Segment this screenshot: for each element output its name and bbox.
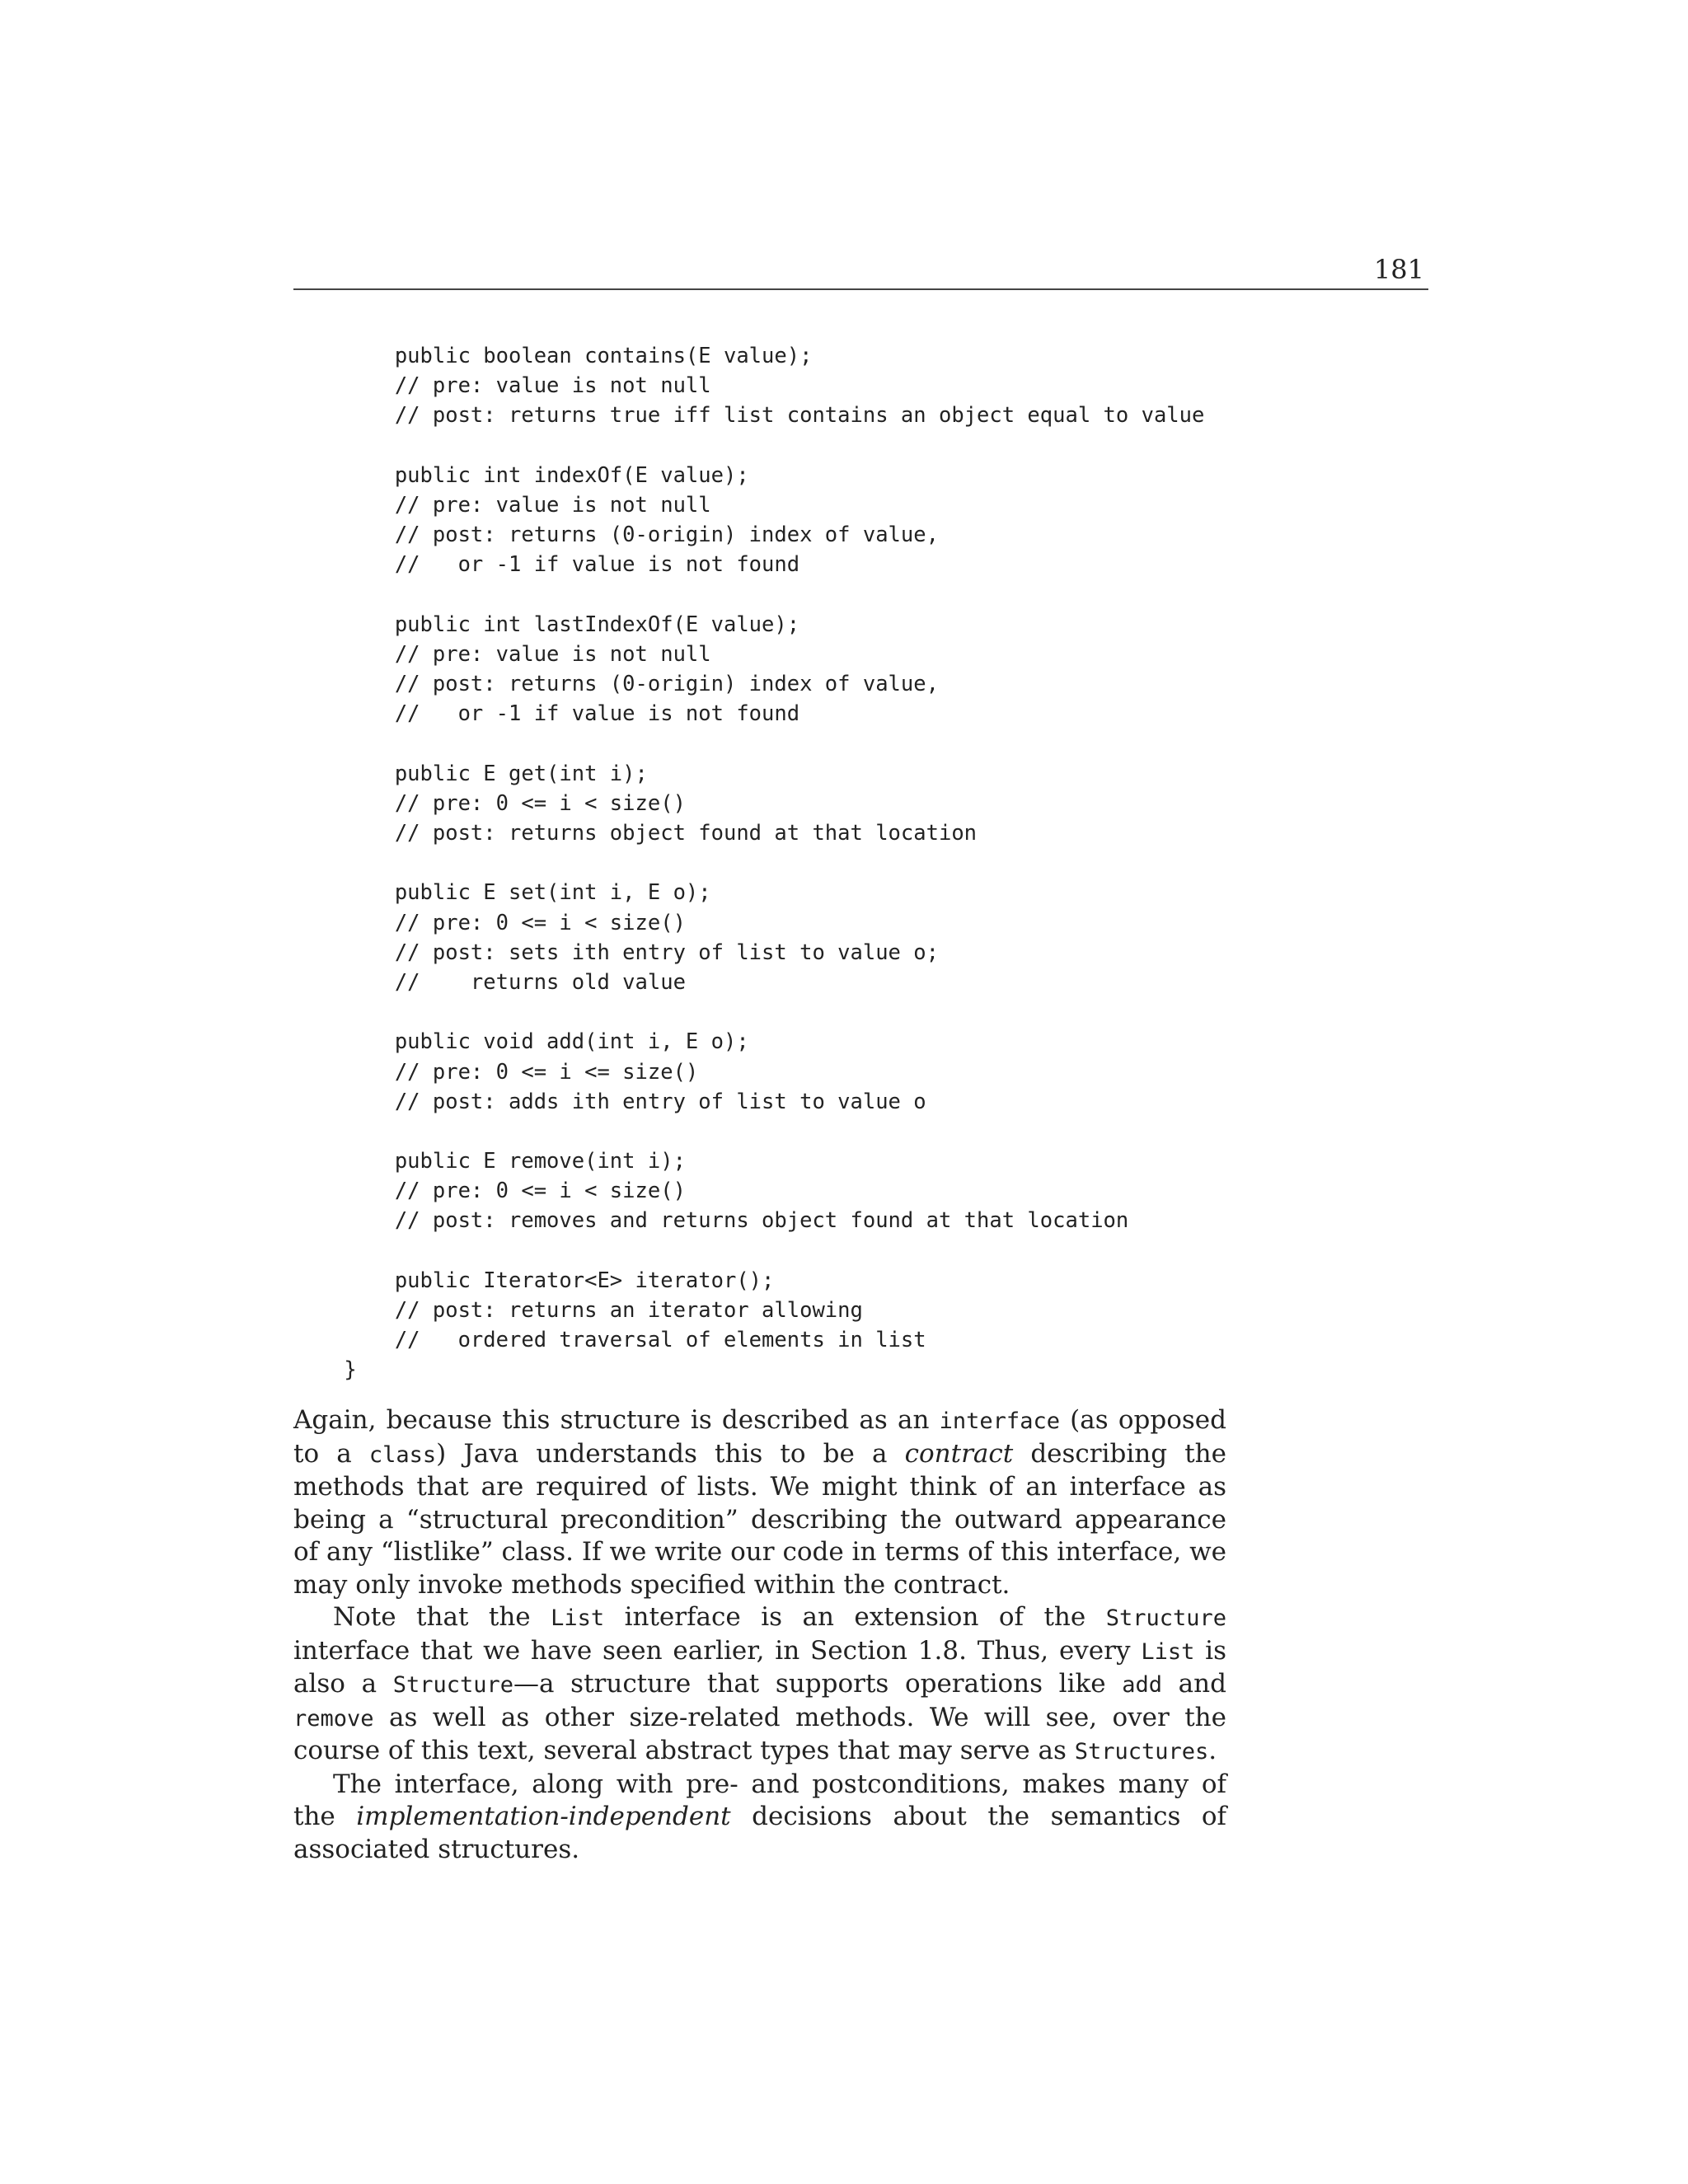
inline-code: interface [939, 1408, 1060, 1434]
code-line: // pre: 0 <= i < size() [293, 790, 686, 816]
code-line: public E get(int i); [293, 761, 648, 786]
code-line [293, 1117, 1447, 1146]
emphasis-text: implementation-independent [356, 1802, 731, 1831]
code-line: // post: removes and returns object found at that location [293, 1208, 1129, 1234]
text-span: describing the methods that are required of lists. We might think of an interface as being a “structural precondition” describing the outward appearance of any “listlike” class. If we write our code in terms of this interface, we may only invoke methods specified within the contract. [293, 1438, 1226, 1600]
text-span: Note that the [333, 1602, 551, 1632]
text-span: interface is an extension of the [604, 1602, 1106, 1632]
inline-code: Structure [392, 1672, 514, 1698]
body-text [293, 1404, 1226, 1866]
text-span: is also a [293, 1635, 1226, 1699]
inline-code: Structure [1105, 1605, 1226, 1631]
code-line: // post: returns object found at that location [293, 821, 978, 846]
code-line: public E remove(int i); [293, 1149, 686, 1174]
code-line: // pre: 0 <= i <= size() [293, 1059, 699, 1085]
text-span: (as opposed to a [293, 1405, 1226, 1469]
code-line [293, 580, 1447, 610]
code-line: // post: adds ith entry of list to value o [293, 1089, 926, 1114]
emphasis-text: contract [904, 1438, 1014, 1469]
code-line: // pre: 0 <= i < size() [293, 910, 686, 935]
paragraph-interface-contract [293, 1404, 1226, 1601]
text-span: . [1208, 1736, 1217, 1765]
code-line: // or -1 if value is not found [293, 701, 800, 727]
code-line: // pre: value is not null [293, 492, 711, 518]
text-span: —a structure that supports operations like [513, 1669, 1123, 1699]
text-span: as well as other size-related methods. We will see, over the course of this text, several abstract types that may serve as [293, 1702, 1226, 1765]
code-line: public void add(int i, E o); [293, 1029, 749, 1055]
code-line: // returns old value [293, 969, 686, 995]
code-line: // post: returns (0-origin) index of value, [293, 523, 939, 548]
text-span: and [1162, 1669, 1226, 1699]
inline-code: remove [293, 1705, 374, 1732]
code-line: // pre: value is not null [293, 641, 711, 667]
code-line: public int indexOf(E value); [293, 462, 749, 488]
code-line: // or -1 if value is not found [293, 552, 800, 578]
page-number: 181 [1373, 254, 1424, 285]
code-line: public E set(int i, E o); [293, 880, 711, 906]
inline-code: List [551, 1605, 605, 1631]
text-span: decisions about the semantics of associated structures. [293, 1802, 1226, 1864]
text-span: interface that we have seen earlier, in Section 1.8. Thus, every [293, 1635, 1142, 1666]
inline-code: List [1141, 1638, 1195, 1665]
code-line [293, 997, 1447, 1027]
code-line: // post: sets ith entry of list to value o; [293, 940, 939, 965]
text-span: The interface, along with pre- and postconditions, makes many of the [293, 1769, 1226, 1831]
code-line: public int lastIndexOf(E value); [293, 612, 800, 637]
header-rule [293, 288, 1428, 290]
paragraph-list-extends-structure [293, 1601, 1226, 1769]
text-span: Again, because this structure is described as an [293, 1405, 940, 1435]
inline-code: class [368, 1441, 437, 1468]
code-line: // post: returns (0-origin) index of value, [293, 672, 939, 697]
code-line: } [293, 1357, 357, 1383]
paragraph-implementation-independent [293, 1769, 1226, 1867]
code-line [293, 431, 1447, 461]
code-line [293, 1236, 1447, 1266]
code-line: // pre: value is not null [293, 373, 711, 399]
code-line: // post: returns an iterator allowing [293, 1298, 863, 1323]
code-line: // pre: 0 <= i < size() [293, 1179, 686, 1204]
code-line: // ordered traversal of elements in list [293, 1328, 926, 1353]
inline-code: add [1122, 1672, 1163, 1698]
code-line: public Iterator<E> iterator(); [293, 1268, 775, 1293]
code-line: public boolean contains(E value); [293, 344, 813, 368]
code-line [293, 729, 1447, 758]
inline-code: Structures [1074, 1739, 1209, 1765]
code-line: // post: returns true iff list contains an object equal to value [293, 403, 1205, 429]
text-span: ) Java understands this to be a [436, 1438, 905, 1469]
code-listing [293, 341, 1447, 1385]
code-line [293, 848, 1447, 878]
